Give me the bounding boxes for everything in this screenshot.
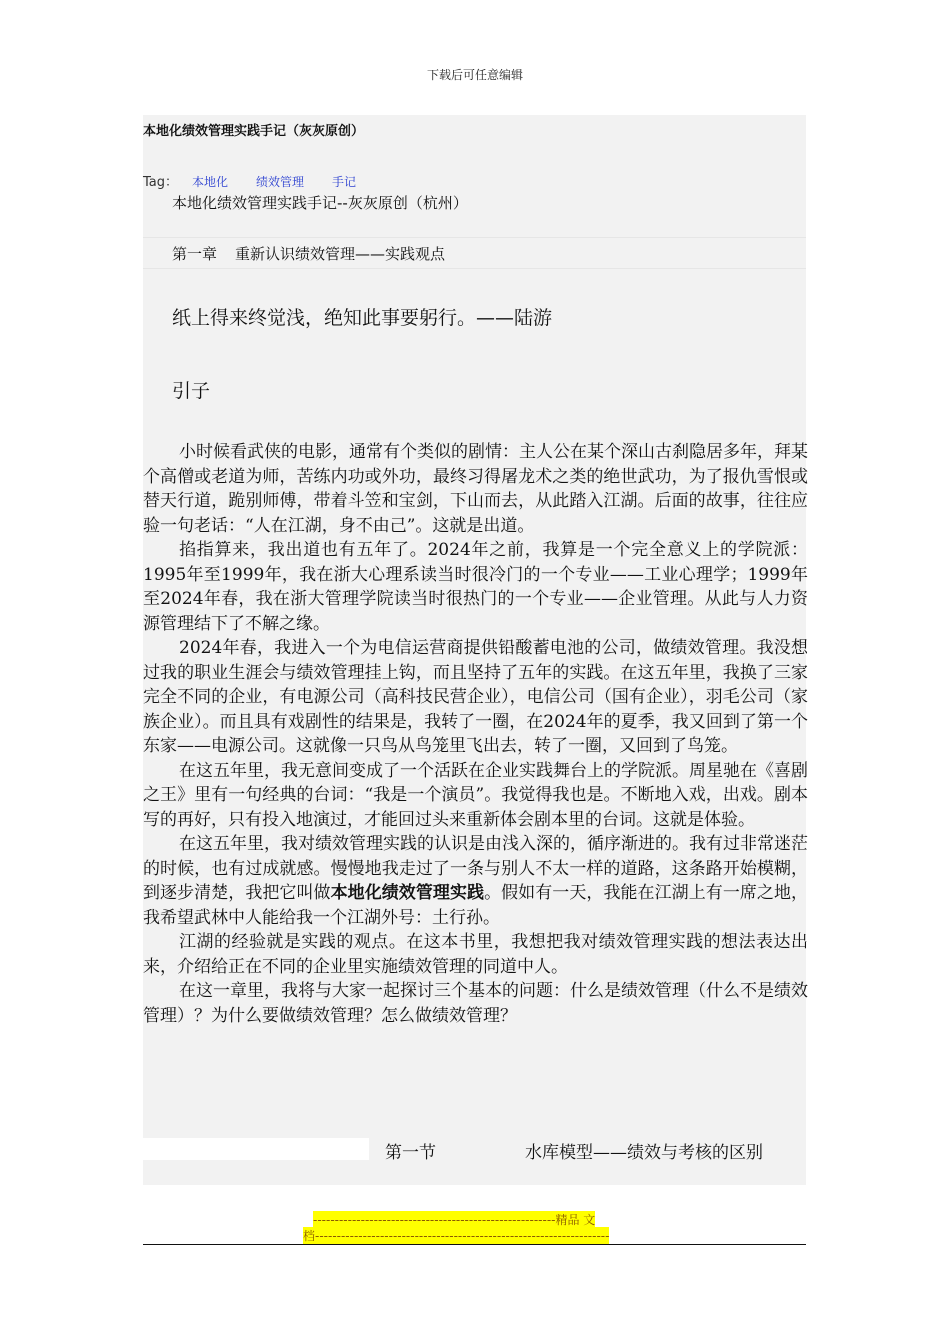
paragraph [143,832,808,930]
paragraph: 在这一章里，我将与大家一起探讨三个基本的问题：什么是绩效管理（什么不是绩效管理）？为什么要做绩效管理？怎么做绩效管理？ [143,981,808,1026]
chapter-number: 第一章 [172,245,218,263]
chapter-title: 重新认识绩效管理——实践观点 [235,245,446,263]
footer-watermark-line1: --------------------------------------------------------精品 文 [313,1213,596,1227]
tag-link-localization[interactable]: 本地化 [192,175,229,189]
footer-watermark-line2: 档-------------------------------------------------------------------- [303,1229,610,1243]
epigraph-quote: 纸上得来终觉浅，绝知此事要躬行。——陆游 [172,307,553,329]
chapter-heading [172,243,445,264]
footer-rule [143,1244,806,1245]
intro-heading: 引子 [172,380,211,402]
paragraph: 掐指算来，我出道也有五年了。2024年之前，我算是一个完全意义上的学院派：1995年至1999年，我在浙大心理系读当时很冷门的一个专业——工业心理学；1999年至2024年春，我在浙大管理学院读当时很热门的一个专业——企业管理。从此与人力资源管理结下了不解之缘。 [143,540,808,634]
section-number: 第一节 [385,1143,436,1163]
section-heading [143,1138,806,1162]
header-note: 下载后可任意编辑 [426,68,523,82]
tag-label: Tag： [143,175,179,190]
paragraph: 2024年春，我进入一个为电信运营商提供铅酸蓄电池的公司，做绩效管理。我没想过我的职业生涯会与绩效管理挂上钩，而且坚持了五年的实践。在这五年里，我换了三家完全不同的企业，有电源公司（高科技民营企业），电信公司（国有企业），羽毛公司（家族企业）。而且具有戏剧性的结果是，我转了一圈，在2024年的夏季，我又回到了第一个东家——电源公司。这就像一只鸟从鸟笼里飞出去，转了一圈，又回到了鸟笼。 [143,638,808,756]
paragraph-text: 在这五年里，我对绩效管理实践的认识是由浅入深的，循序渐进的。我有过非常迷茫的时候，也有过成就感。慢慢地我走过了一条与别人不太一样的道路，这条路开始模糊，到逐步清楚，我把它叫做 [143,834,808,903]
tag-link-performance[interactable]: 绩效管理 [256,175,305,189]
bold-term: 本地化绩效管理实践 [330,883,485,903]
body-text [143,440,808,1028]
paragraph: 在这五年里，我无意间变成了一个活跃在企业实践舞台上的学院派。周星驰在《喜剧之王》里有一句经典的台词：“我是一个演员”。我觉得我也是。不断地入戏，出戏。剧本写的再好，只有投入地演过，才能回过头来重新体会剧本里的台词。这就是体验。 [143,760,808,830]
document-title: 本地化绩效管理实践手记（灰灰原创） [143,124,365,139]
tag-link-notes[interactable]: 手记 [332,175,357,189]
paragraph: 小时候看武侠的电影，通常有个类似的剧情：主人公在某个深山古刹隐居多年，拜某个高僧或老道为师，苦练内功或外功，最终习得屠龙术之类的绝世武功，为了报仇雪恨或替天行道，跪别师傅，带着斗笠和宝剑，下山而去，从此踏入江湖。后面的故事，往往应验一句老话：“人在江湖，身不由己”。这就是出道。 [143,442,808,536]
divider [143,237,806,238]
tag-row [143,171,370,190]
paragraph: 江湖的经验就是实践的观点。在这本书里，我想把我对绩效管理实践的想法表达出来，介绍给正在不同的企业里实施绩效管理的同道中人。 [143,932,808,977]
section-title: 水库模型——绩效与考核的区别 [525,1143,763,1163]
divider [143,268,806,269]
subtitle: 本地化绩效管理实践手记--灰灰原创（杭州） [172,194,468,212]
blank-box [143,1138,369,1160]
paragraph-text: 。假如有一天，我能在江湖上有一席之地，我希望武林中人能给我一个江湖外号：土行孙。 [143,883,809,928]
